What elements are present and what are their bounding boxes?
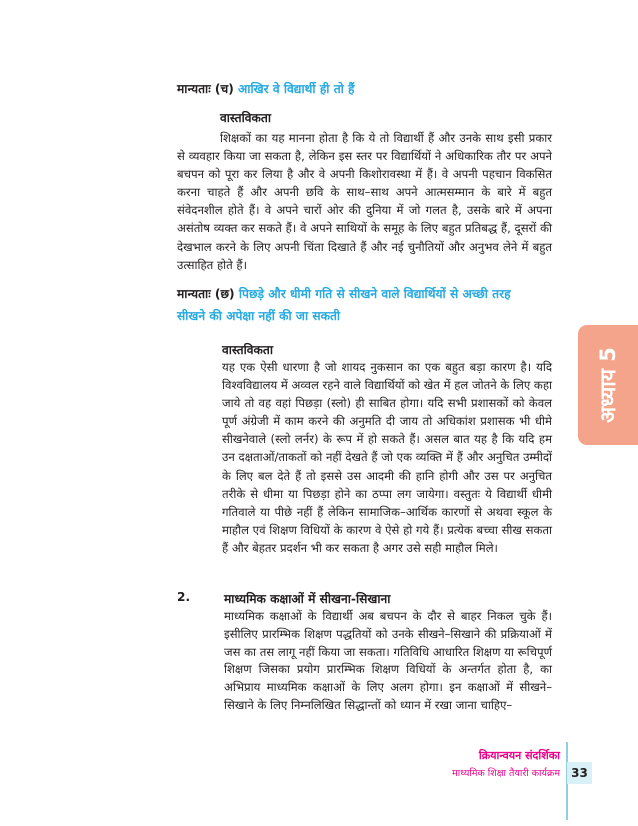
reality-paragraph: शिक्षकों का यह मानना होता है कि ये तो विद्यार्थी हैं और उनके साथ इसी प्रकार से व्यवहार किया जा सकता है, लेकिन इस स्तर पर विद्यार्थियों ने अधिकारिक तौर पर अपने बचपन को पूरा कर लिया है और वे अपनी किशोरावस्था में हैं। वे अपनी पहचान विकसित करना चाहते हैं और अपनी छवि के साथ–साथ अपने आत्मसम्मान के बारे में बहुत संवेदनशील होते हैं। वे अपने चारों ओर की दुनिया में जो गलत है, उसके बारे में अपना असंतोष व्यक्त कर सकते हैं। वे अपने साथियों के समूह के लिए बहुत प्रतिबद्ध हैं, दूसरों की देखभाल करने के लिए अपनी चिंता दिखाते हैं और नई चुनौतियों और अनुभव लेने में बहुत उत्साहित होते हैं। [177, 131, 552, 272]
assumption-label: मान्यताः (च) [177, 82, 234, 96]
reality-subheading: वास्तविकता [220, 111, 272, 125]
assumption-heading-chh [177, 283, 567, 327]
assumption-heading-ch [177, 78, 355, 100]
footer-subtitle: माध्यमिक शिक्षा तैयारी कार्यक्रम [452, 768, 560, 779]
assumption-label: मान्यताः (छ) [177, 287, 235, 301]
assumption-statement-line1: पिछड़े और धीमी गति से सीखने वाले विद्यार्थियों से अच्छी तरह [238, 287, 511, 301]
assumption-statement: आखिर वे विद्यार्थी ही तो हैं [238, 82, 355, 96]
page-number: 33 [567, 762, 592, 784]
footer-title: क्रियान्वयन संदर्शिका [478, 749, 560, 762]
reality-paragraph: यह एक ऐसी धारणा है जो शायद नुकसान का एक बहुत बड़ा कारण है। यदि विश्वविद्यालय में अव्वल रहने वाले विद्यार्थियों को खेत में हल जोतने के लिए कहा जाये तो वह वहां पिछड़ा (स्लो) ही साबित होगा। यदि सभी प्रशासकों को केवल पूर्ण अंग्रेजी में काम करने की अनुमति दी जाय तो अधिकांश प्रशासक भी धीमे सीखनेवाले (स्लो लर्नर) के रूप में हो सकते हैं। असल बात यह है कि यदि हम उन दक्षताओं/ताकतों को नहीं देखते हैं जो एक व्यक्ति में हैं और अनुचित उम्मीदों के लिए बल देते हैं तो इससे उस आदमी की हानि होगी और उस पर अनुचित तरीके से धीमा या पिछड़ा होने का ठप्पा लग जायेगा। वस्तुतः ये विद्यार्थी धीमी गतिवाले या पीछे नहीं हैं लेकिन सामाजिक–आर्थिक कारणों से अथवा स्कूल के माहौल एवं शिक्षण विधियों के कारण वे ऐसे हो गये हैं। प्रत्येक बच्चा सीख सकता हैं और बेहतर प्रदर्शन भी कर सकता है अगर उसे सही माहौल मिले। [222, 360, 552, 555]
section-number: 2. [177, 590, 191, 604]
section-paragraph: माध्यमिक कक्षाओं के विद्यार्थी अब बचपन के दौर से बाहर निकल चुके हैं। इसीलिए प्रारम्भिक शिक्षण पद्धतियों को उनके सीखने–सिखाने की प्रक्रियाओं में जस का तस लागू नहीं किया जा सकता। गतिविधि आधारित शिक्षण या रूचिपूर्ण शिक्षण जिसका प्रयोग प्रारम्भिक शिक्षण विधियों के अन्तर्गत होता है, का अभिप्राय माध्यमिक कक्षाओं के लिए अलग होगा। इन कक्षाओं में सीखने–सिखाने के लिए निम्नलिखित सिद्धान्तों को ध्यान में रखा जाना चाहिए– [224, 609, 552, 712]
section-title: माध्यमिक कक्षाओं में सीखना-सिखाना [224, 592, 391, 606]
reality-subheading: वास्तविकता [222, 343, 274, 357]
chapter-label: अध्याय 5 [596, 347, 620, 423]
assumption-statement-line2: सीखने की अपेक्षा नहीं की जा सकती [177, 309, 341, 323]
chapter-tab [578, 325, 638, 445]
